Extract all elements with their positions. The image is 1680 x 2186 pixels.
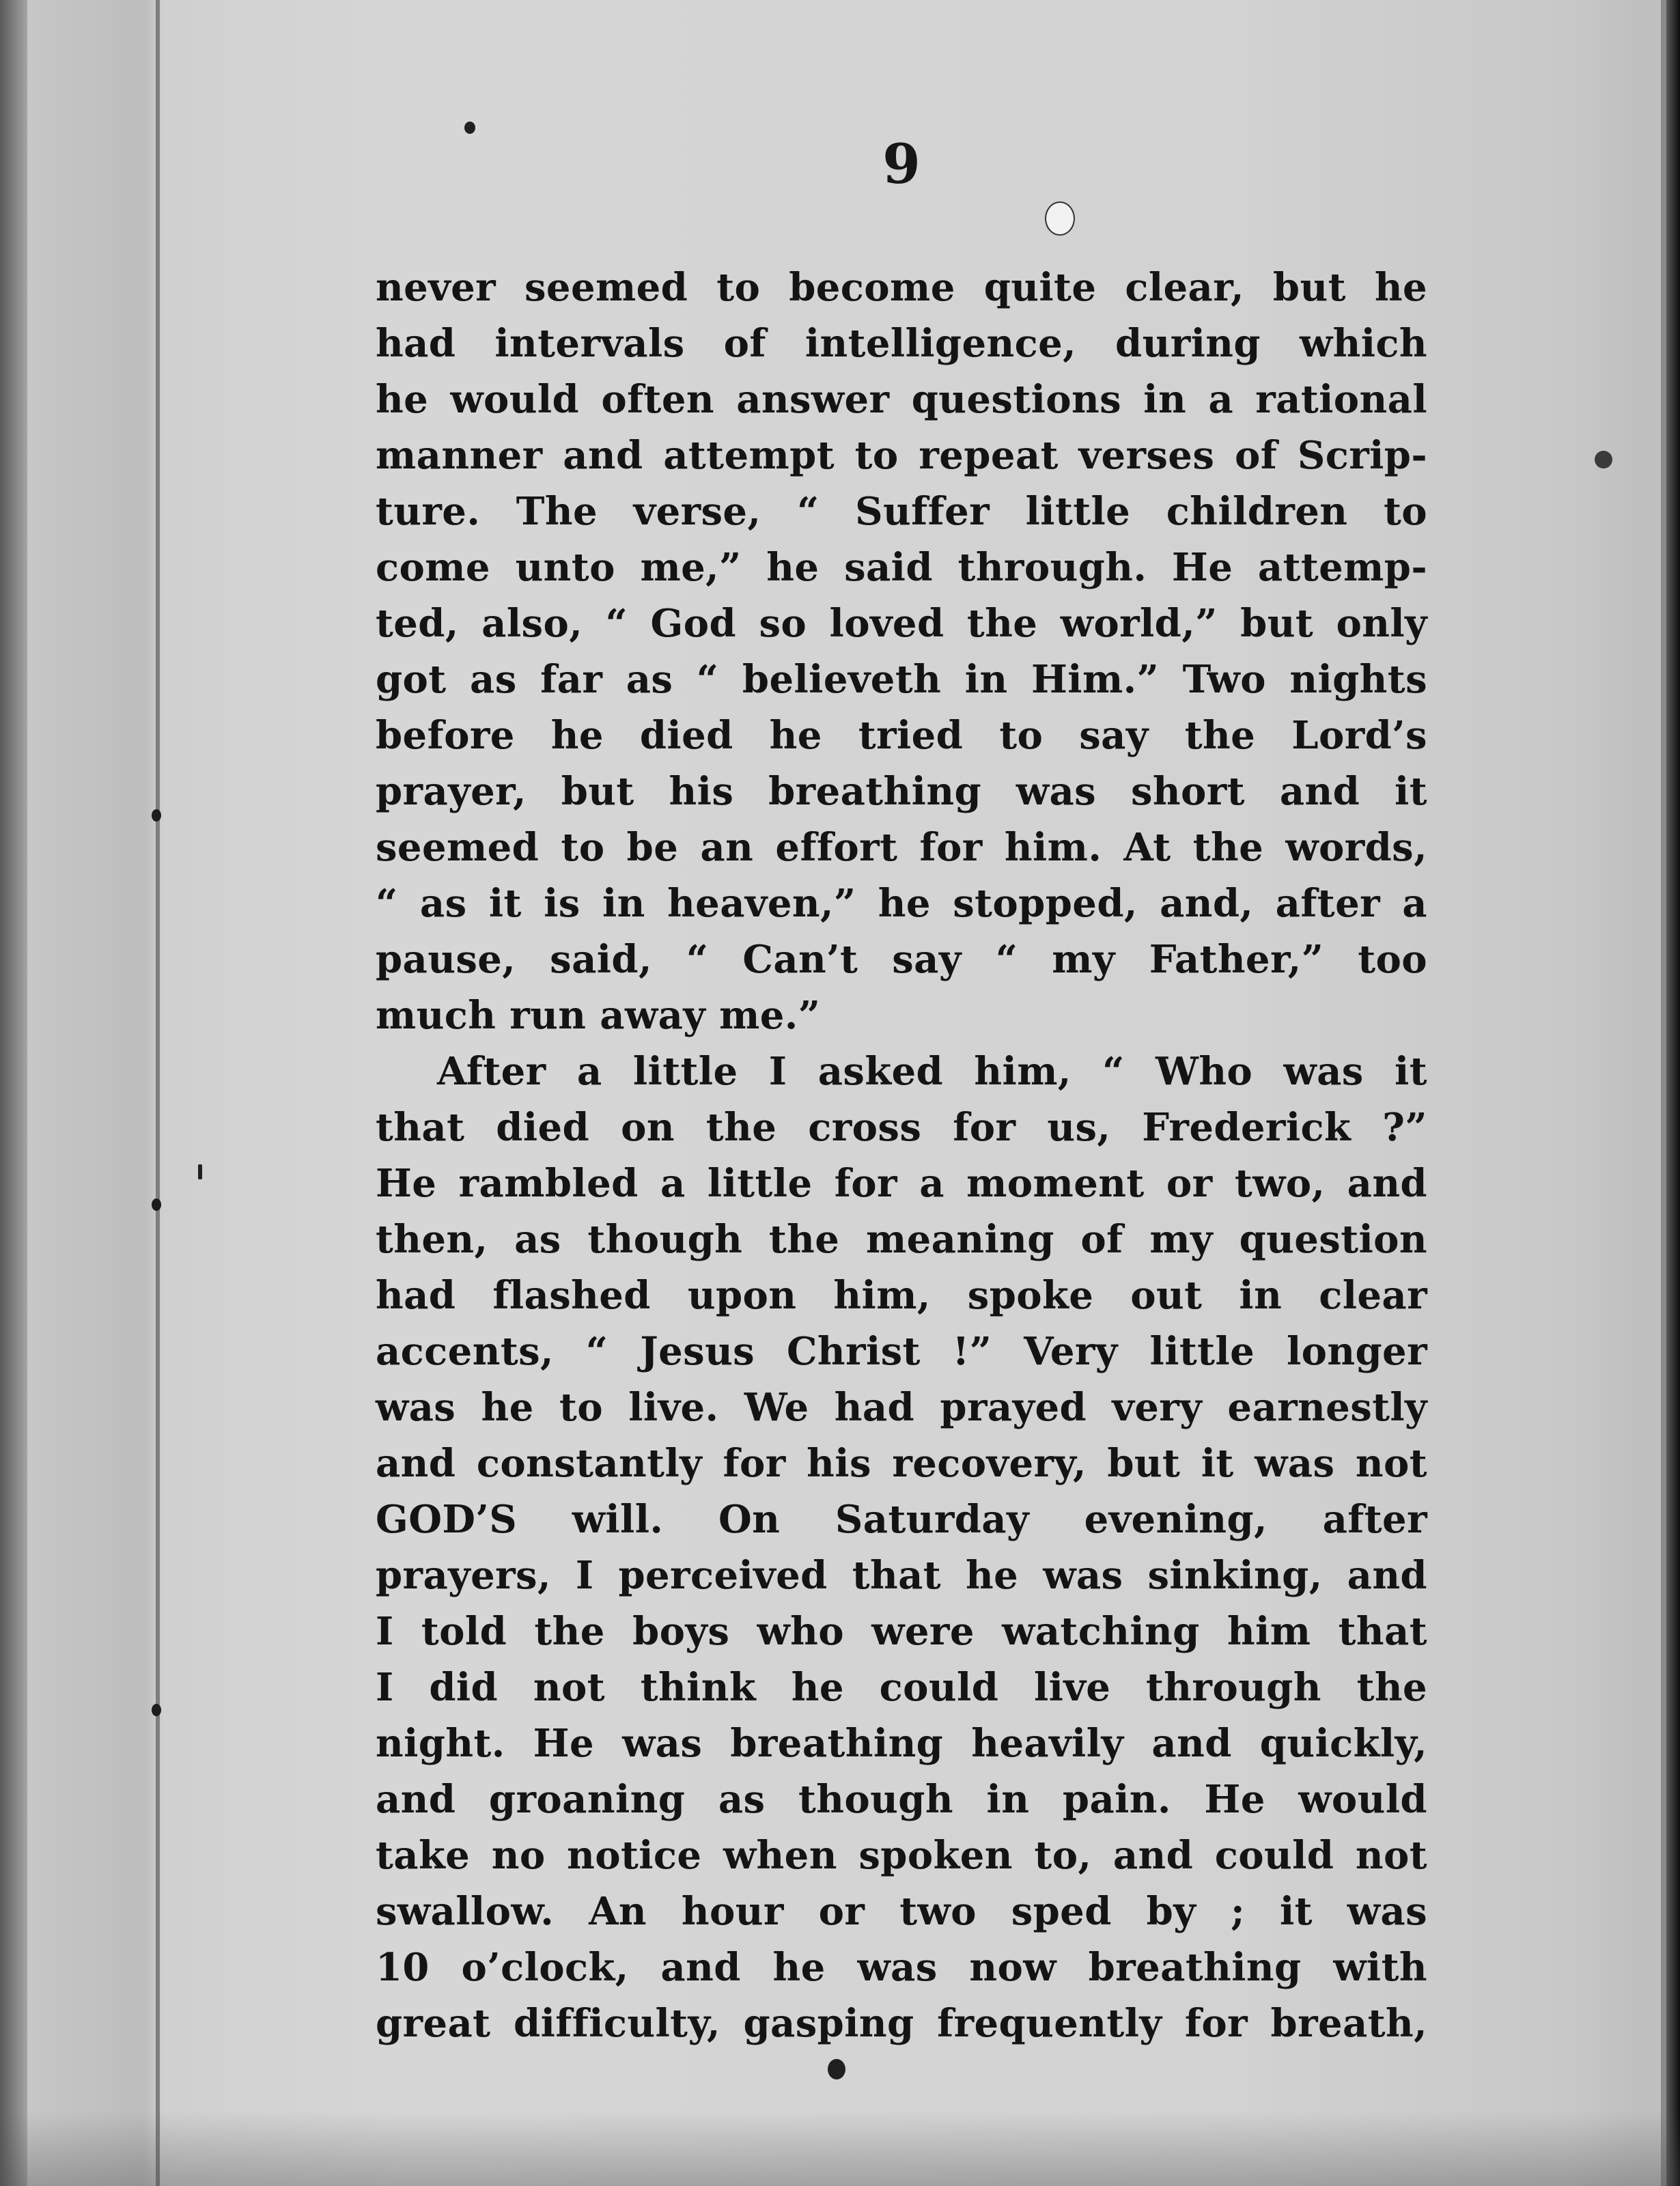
text-line: GOD’S will. On Saturday evening, after [376, 1497, 1427, 1542]
text-line: had flashed upon him, spoke out in clear [376, 1273, 1427, 1318]
text-line: ture. The verse, “ Suffer little children to [376, 489, 1427, 534]
right-edge-border [1666, 0, 1680, 2186]
binding-mark [152, 1199, 161, 1211]
text-line: was he to live. We had prayed very earnestly [376, 1385, 1427, 1430]
text-line: night. He was breathing heavily and quickly, [376, 1721, 1427, 1766]
ink-speck [1595, 451, 1612, 468]
text-line: got as far as “ believeth in Him.” Two nights [376, 657, 1427, 702]
text-line: that died on the cross for us, Frederick ?” [376, 1105, 1427, 1150]
text-line: After a little I asked him, “ Who was it [437, 1049, 1427, 1094]
text-line: “ as it is in heaven,” he stopped, and, after a [376, 881, 1427, 926]
text-line: before he died he tried to say the Lord’s [376, 713, 1427, 758]
text-line: 10 o’clock, and he was now breathing with [376, 1945, 1427, 1990]
page-number: 9 [882, 132, 921, 196]
text-line: he would often answer questions in a rational [376, 377, 1427, 422]
text-line: come unto me,” he said through. He attemp- [376, 545, 1427, 590]
text-line: prayer, but his breathing was short and it [376, 769, 1427, 814]
text-line: manner and attempt to repeat verses of Scrip- [376, 433, 1427, 478]
text-line: much run away me.” [376, 993, 821, 1038]
bottom-shadow [0, 2111, 1680, 2186]
left-binding-shadow [0, 0, 27, 2186]
body-text [376, 260, 1427, 2051]
text-line: and constantly for his recovery, but it was not [376, 1441, 1427, 1486]
text-line: never seemed to become quite clear, but he [376, 265, 1427, 310]
paragraph-2 [376, 1043, 1427, 2051]
text-line: He rambled a little for a moment or two, and [376, 1161, 1427, 1206]
text-line: I told the boys who were watching him that [376, 1609, 1427, 1654]
page-fold-line [156, 0, 160, 2186]
right-edge-shadow [1661, 0, 1666, 2186]
text-line: I did not think he could live through the [376, 1665, 1427, 1710]
text-line: take no notice when spoken to, and could not [376, 1833, 1427, 1878]
text-line: had intervals of intelligence, during which [376, 321, 1427, 366]
binding-mark [152, 809, 161, 822]
text-line: pause, said, “ Can’t say “ my Father,” too [376, 937, 1427, 982]
ink-speck [464, 122, 475, 134]
binding-mark [152, 1704, 161, 1716]
text-line: and groaning as though in pain. He would [376, 1777, 1427, 1822]
paper-blemish [1045, 201, 1075, 236]
text-line: then, as though the meaning of my question [376, 1217, 1427, 1262]
paragraph-1 [376, 260, 1427, 1043]
text-line: ted, also, “ God so loved the world,” but only [376, 601, 1427, 646]
ink-speck [828, 2059, 845, 2079]
text-line: swallow. An hour or two sped by ; it was [376, 1889, 1427, 1934]
text-line: great difficulty, gasping frequently for breath, [376, 2001, 1427, 2046]
text-line: seemed to be an effort for him. At the words, [376, 825, 1427, 870]
text-line: prayers, I perceived that he was sinking, and [376, 1553, 1427, 1598]
ink-speck [198, 1164, 202, 1179]
text-line: accents, “ Jesus Christ !” Very little longer [376, 1329, 1427, 1374]
